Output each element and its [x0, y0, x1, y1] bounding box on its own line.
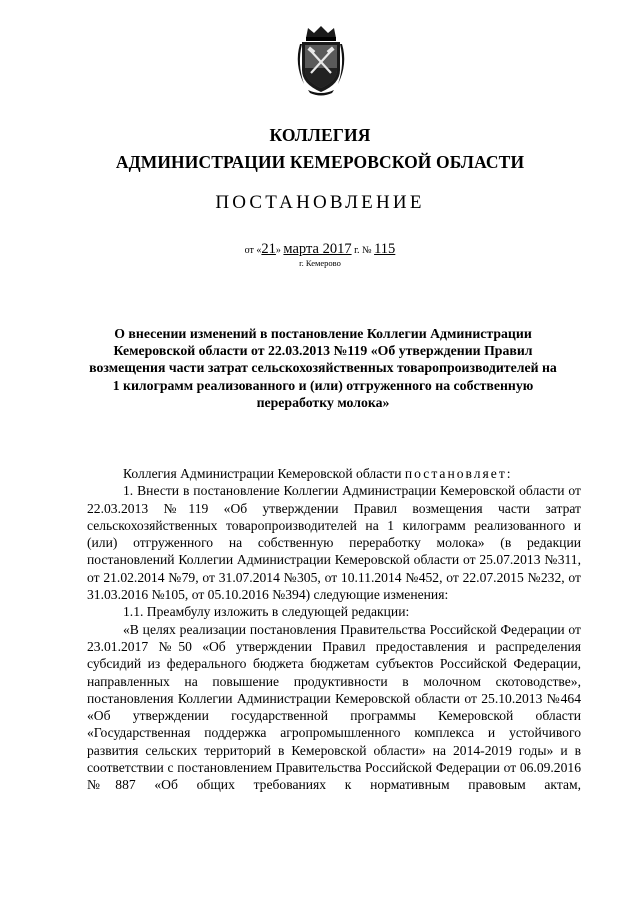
date-month-year: марта 2017 [283, 241, 352, 257]
date-number-line [0, 242, 640, 269]
org-name-line2: АДМИНИСТРАЦИИ КЕМЕРОВСКОЙ ОБЛАСТИ [115, 152, 525, 172]
paragraph-1: 1. Внести в постановление Коллегии Администрации Кемеровской области от 22.03.2013 №119 «Об утверждении Правил возмещения части затрат сельскохозяйственных товаропроизводителей на 1 килограмм реализованного и (или) отгруженного на собственную переработку молока» (в редакции постановлений Коллегии Администрации Кемеровской области от 25.07.2013 №311, от 21.02.2014 №79, от 31.07.2014 №305, от 10.11.2014 №452, от 22.07.2015 №232, от 31.03.2016 №105, от 05.10.2016 №394) следующие изменения: [87, 483, 581, 603]
org-name-line1: КОЛЛЕГИЯ [269, 125, 371, 145]
intro-paragraph [87, 465, 581, 482]
intro-text: Коллегия Администрации Кемеровской области [123, 466, 405, 481]
document-number: 115 [374, 241, 396, 257]
document-type: ПОСТАНОВЛЕНИЕ [215, 192, 425, 213]
paragraph-preamble: «В целях реализации постановления Правительства Российской Федерации от 23.01.2017 №50 «Об утверждении Правил предоставления и распределения субсидий из федерального бюджета бюджетам субъектов Российской Федерации, направленных на повышение продуктивности в молочном скотоводстве», постановления Коллегии Администрации Кемеровской области от 25.10.2013 №464 «Об утверждении государственной программы Кемеровской области «Государственная поддержка агропромышленного комплекса и устойчивого развития сельских территорий в Кемеровской области» на 2014-2019 годы» и в соответствии с постановлением Правительства Российской Федерации от 06.09.2016 №887 «Об общих требованиях к нормативным правовым актам, [87, 621, 581, 793]
intro-resolves: постановляет: [404, 466, 513, 481]
date-month-sep: » [275, 245, 284, 256]
date-prefix: от « [244, 245, 262, 256]
date-day: 21 [261, 241, 276, 257]
paragraph-1-1: 1.1. Преамбулу изложить в следующей редакции: [123, 604, 410, 620]
city-name: г. Кемерово [299, 258, 341, 268]
coat-of-arms-emblem [294, 24, 348, 96]
document-body [87, 465, 581, 794]
document-title: О внесении изменений в постановление Коллегии Администрации Кемеровской области от 22.03.2013 №119 «Об утверждении Правил возмещения части затрат сельскохозяйственных товаропроизводителей на 1 килограмм реализованного и (или) отгруженного на собственную переработку молока» [89, 326, 557, 410]
date-year-suffix: г. № [351, 245, 375, 256]
